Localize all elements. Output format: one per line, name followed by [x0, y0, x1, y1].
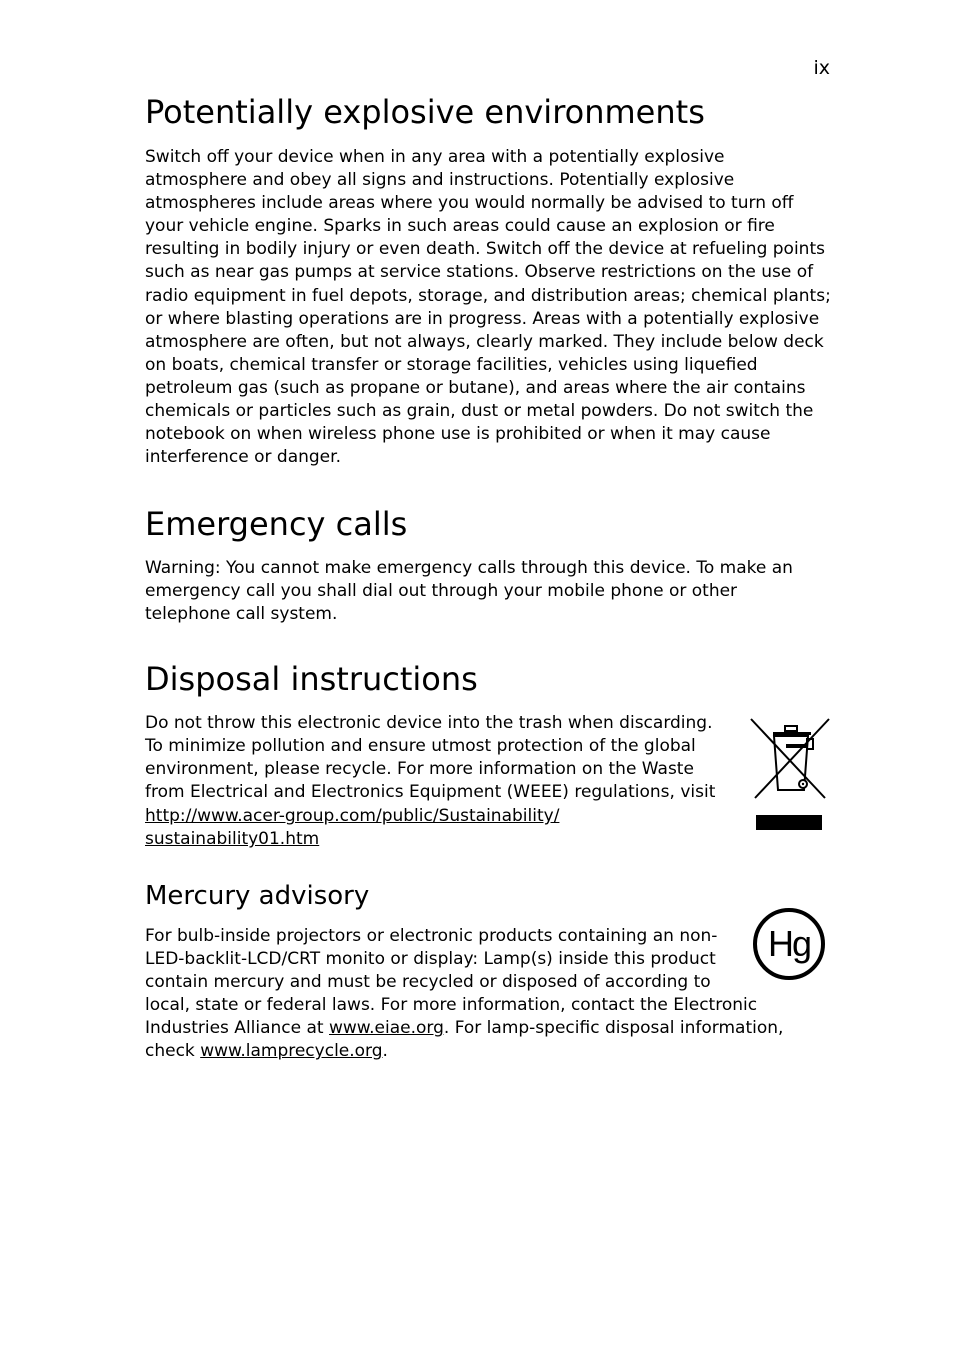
text-line [145, 1017, 783, 1040]
hg-label: Hg [767, 923, 811, 964]
text-line [145, 828, 715, 851]
paragraph-disposal-instructions [145, 712, 715, 852]
text-line: atmospheres include areas where you would normally be advised to turn off [145, 193, 794, 214]
text-line: LED-backlit-LCD/CRT monito or display: Lamp(s) inside this product [145, 949, 716, 970]
heading-emergency-calls: Emergency calls [145, 505, 408, 543]
warning-text: You cannot make emergency calls through this device. To make an [220, 558, 793, 578]
text-line: emergency call you shall dial out through your mobile phone or other [145, 581, 738, 602]
heading-explosive-environments: Potentially explosive environments [145, 93, 705, 131]
text-line: telephone call system. [145, 604, 338, 625]
text-line: from Electrical and Electronics Equipment (WEEE) regulations, visit [145, 782, 716, 803]
heading-mercury-advisory: Mercury advisory [145, 881, 370, 911]
text-line: atmosphere and obey all signs and instructions. Potentially explosive [145, 170, 735, 191]
text-line: Do not throw this electronic device into the trash when discarding. [145, 713, 713, 733]
acer-sustainability-link-continued[interactable]: sustainability01.htm [145, 829, 320, 850]
text-line: notebook on when wireless phone use is prohibited or when it may cause [145, 424, 771, 445]
text-line: Switch off your device when in any area with a potentially explosive [145, 147, 725, 167]
text-segment: check [145, 1041, 201, 1062]
text-line [145, 557, 793, 580]
mercury-hg-icon [751, 906, 827, 982]
warning-label: Warning: [145, 558, 221, 578]
text-line: or where blasting operations are in progress. Areas with a potentially explosive [145, 308, 820, 329]
text-line: resulting in bodily injury or even death. Switch off the device at refueling points [145, 239, 825, 260]
text-line: chemicals or particles such as grain, dust or metal powders. Do not switch the [145, 401, 814, 422]
text-segment: Industries Alliance at [145, 1018, 329, 1039]
paragraph-mercury-advisory [145, 925, 783, 1064]
text-line: interference or danger. [145, 447, 341, 468]
text-line: atmosphere are often, but not always, clearly marked. They include below deck [145, 331, 824, 352]
text-line [145, 805, 715, 828]
weee-crossed-bin-icon [750, 717, 830, 833]
text-line: radio equipment in fuel depots, storage, and distribution areas; chemical plants; [145, 285, 831, 306]
text-line: petroleum gas (such as propane or butane), and areas where the air contains [145, 377, 806, 398]
text-segment: . For lamp-specific disposal information, [443, 1018, 784, 1039]
acer-sustainability-link[interactable]: http://www.acer-group.com/public/Sustainability/ [145, 806, 560, 827]
text-segment: . [382, 1041, 388, 1062]
text-line: on boats, chemical transfer or storage facilities, vehicles using liquefied [145, 354, 758, 375]
eiae-link[interactable]: www.eiae.org [329, 1018, 444, 1039]
text-line: For bulb-inside projectors or electronic products containing an non- [145, 926, 718, 946]
page-number: ix [813, 57, 830, 79]
paragraph-emergency-calls [145, 557, 793, 626]
text-line: such as near gas pumps at service stations. Observe restrictions on the use of [145, 262, 814, 283]
paragraph-explosive-environments [145, 146, 831, 469]
text-line: environment, please recycle. For more information on the Waste [145, 759, 694, 780]
lamprecycle-link[interactable]: www.lamprecycle.org [200, 1041, 383, 1062]
text-line: To minimize pollution and ensure utmost protection of the global [145, 736, 696, 757]
text-line: contain mercury and must be recycled or disposed of according to [145, 972, 711, 993]
text-line: local, state or federal laws. For more information, contact the Electronic [145, 995, 758, 1016]
text-line [145, 1040, 783, 1063]
text-line: your vehicle engine. Sparks in such areas could cause an explosion or fire [145, 216, 775, 237]
heading-disposal-instructions: Disposal instructions [145, 660, 478, 698]
